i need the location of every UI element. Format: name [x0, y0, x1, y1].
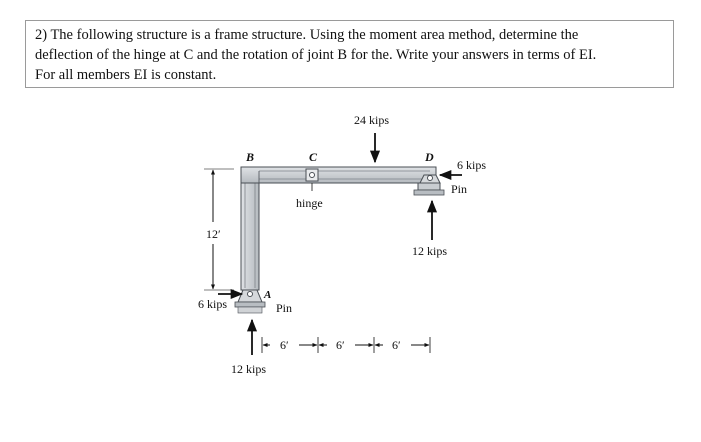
label-joint-a: A: [264, 289, 272, 301]
label-height-dimension: 12′: [206, 227, 221, 241]
label-load-right-horizontal: 6 kips: [457, 158, 487, 172]
hinge-c-icon: [306, 169, 318, 181]
label-reaction-right: 12 kips: [412, 244, 448, 258]
label-support-right: Pin: [451, 182, 468, 196]
column-member: [241, 167, 259, 290]
label-span-1: 6′: [280, 338, 289, 352]
label-support-bottom: Pin: [276, 301, 293, 315]
label-load-left-horizontal: 6 kips: [198, 297, 228, 311]
label-joint-b: B: [246, 150, 255, 164]
label-joint-d: D: [425, 150, 434, 164]
label-span-2: 6′: [336, 338, 345, 352]
problem-line-1: 2) The following structure is a frame structure. Using the moment area method, determine the: [35, 27, 579, 43]
label-reaction-bottom: 12 kips: [231, 362, 267, 376]
problem-line-3: For all members EI is constant.: [35, 67, 217, 83]
label-hinge: hinge: [296, 196, 323, 210]
label-joint-c: C: [309, 150, 318, 164]
label-load-top: 24 kips: [354, 113, 390, 127]
problem-line-2: deflection of the hinge at C and the rotation of joint B for the. Write your answers in terms of EI.: [35, 47, 597, 63]
label-span-3: 6′: [392, 338, 401, 352]
beam-member: [241, 167, 436, 183]
